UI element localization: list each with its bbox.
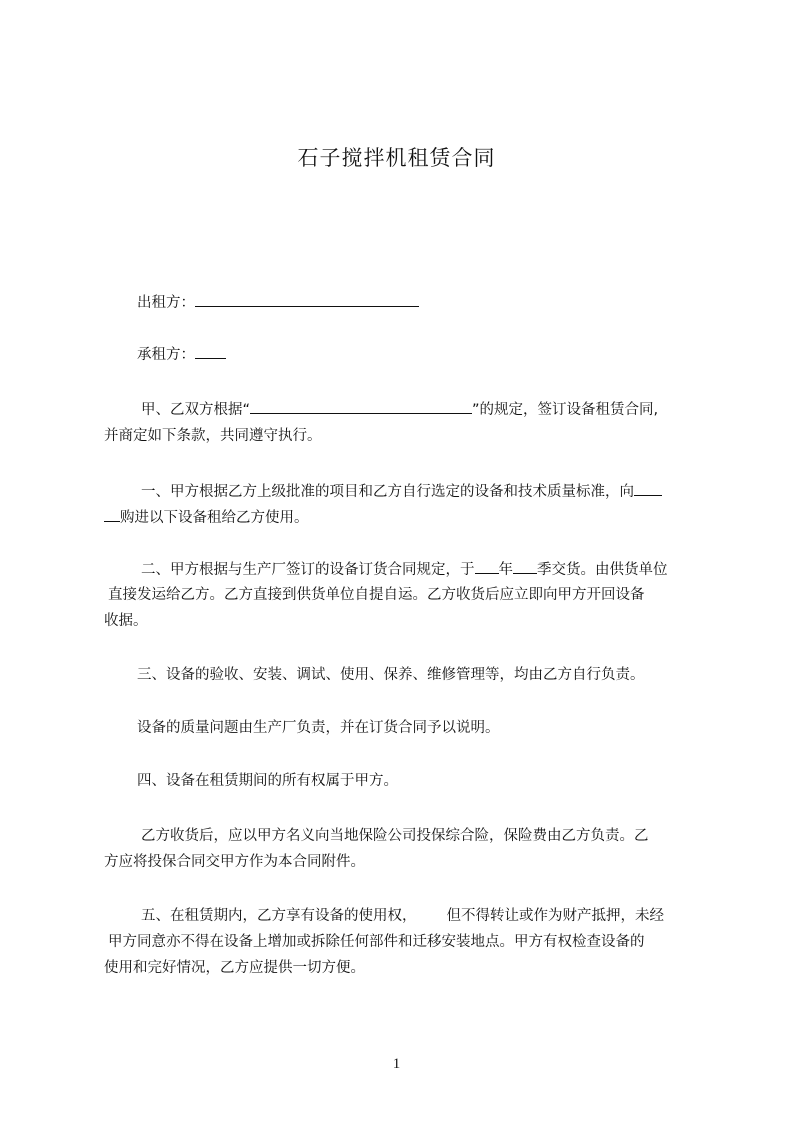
clause-2-line-1 bbox=[141, 559, 668, 580]
quarter-blank bbox=[513, 559, 537, 574]
clause-2-text-c: 季交货。由供货单位 bbox=[537, 562, 668, 578]
lessor-label: 出租方： bbox=[137, 295, 195, 311]
lessor-line bbox=[137, 292, 419, 313]
lessee-label: 承租方： bbox=[137, 347, 195, 363]
clause-3-note: 设备的质量问题由生产厂负责，并在订货合同予以说明。 bbox=[137, 720, 500, 736]
clause-1-line-1 bbox=[141, 481, 662, 502]
clause-1-text-a: 一、甲方根据乙方上级批准的项目和乙方自行选定的设备和技术质量标准，向 bbox=[141, 484, 634, 500]
clause-5-line-3: 使用和完好情况，乙方应提供一切方便。 bbox=[104, 960, 365, 976]
year-blank bbox=[475, 559, 499, 574]
clause-2-text-b: 年 bbox=[498, 562, 513, 578]
intro-text-a: 甲、乙双方根据“ bbox=[141, 402, 251, 418]
clause-2-text-a: 二、甲方根据与生产厂签订的设备订货合同规定，于 bbox=[141, 562, 475, 578]
clause-1-text-b: 购进以下设备租给乙方使用。 bbox=[120, 510, 309, 526]
clause-5-text-a: 五、在租赁期内，乙方享有设备的使用权， bbox=[141, 908, 417, 924]
clause-4-line: 四、设备在租赁期间的所有权属于甲方。 bbox=[137, 773, 398, 789]
insurance-line-1: 乙方收货后，应以甲方名义向当地保险公司投保综合险，保险费由乙方负责。乙 bbox=[141, 828, 649, 844]
document-title: 石子搅拌机租赁合同 bbox=[297, 146, 496, 170]
insurance-line-2: 方应将投保合同交甲方作为本合同附件。 bbox=[104, 854, 365, 870]
page-number: 1 bbox=[392, 1056, 401, 1072]
clause-5-line-1 bbox=[141, 906, 664, 926]
clause-5-line-2: 甲方同意亦不得在设备上增加或拆除任何部件和迁移安装地点。甲方有权检查设备的 bbox=[108, 934, 645, 950]
lessee-blank bbox=[195, 344, 226, 359]
intro-text-b: ”的规定，签订设备租赁合同, bbox=[472, 402, 659, 418]
clause-3-line: 三、设备的验收、安装、调试、使用、保养、维修管理等，均由乙方自行负责。 bbox=[137, 667, 645, 683]
clause-5-text-b: 但不得转让或作为财产抵押，未经 bbox=[446, 908, 664, 924]
intro-line-1 bbox=[141, 399, 658, 420]
intro-line-2: 并商定如下条款，共同遵守执行。 bbox=[104, 428, 322, 444]
clause-1-line-2 bbox=[104, 507, 309, 528]
lessee-line bbox=[137, 344, 226, 365]
clause-2-line-3: 收据。 bbox=[104, 613, 148, 629]
supplier-blank-2 bbox=[104, 507, 120, 522]
supplier-blank-1 bbox=[634, 481, 662, 496]
clause-2-line-2: 直接发运给乙方。乙方直接到供货单位自提自运。乙方收货后应立即向甲方开回设备 bbox=[108, 587, 645, 603]
lessor-blank bbox=[195, 292, 419, 307]
regulation-blank bbox=[250, 399, 472, 414]
